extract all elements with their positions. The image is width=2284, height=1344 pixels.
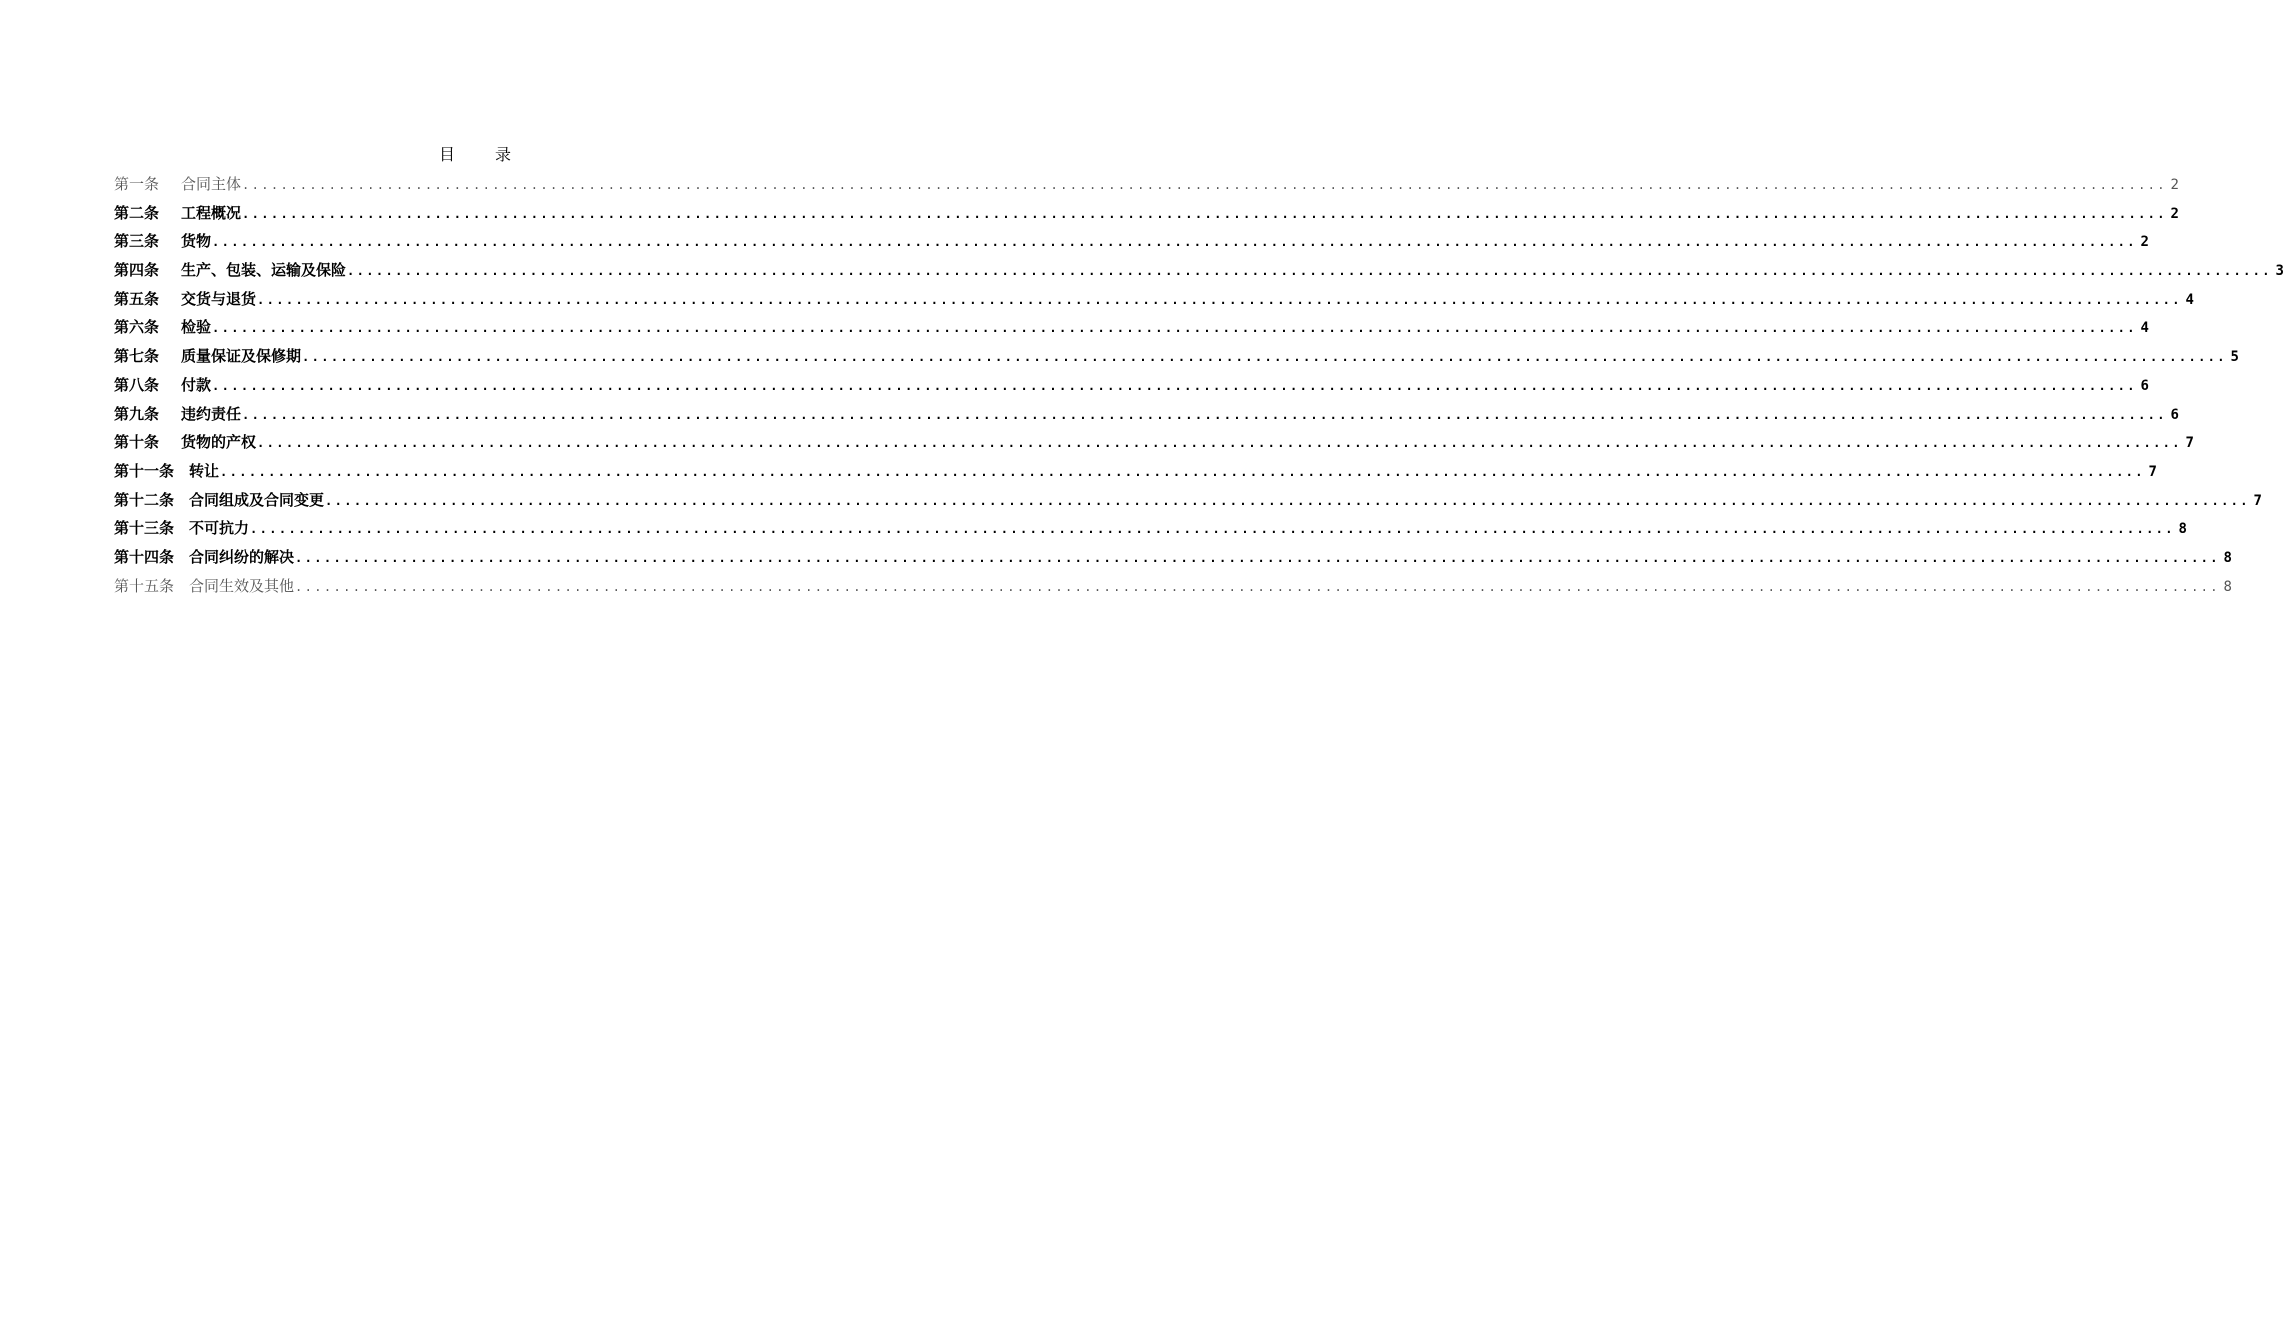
toc-leader-dots: ........................................................................................................................................................................................................ bbox=[242, 206, 2167, 221]
toc-entry-label: 合同生效及其他 bbox=[189, 576, 295, 595]
toc-entry-page: 8 bbox=[2178, 521, 2187, 538]
toc-entry[interactable] bbox=[114, 574, 2232, 603]
toc-title-right: 录 bbox=[495, 145, 512, 164]
toc-entry-number: 第七条 bbox=[114, 347, 160, 366]
toc-entry-label: 检验 bbox=[181, 318, 212, 337]
toc-entry-page: 2 bbox=[2170, 205, 2179, 222]
toc-entry-page: 7 bbox=[2253, 492, 2262, 509]
toc-entry-label: 生产、包装、运输及保险 bbox=[181, 261, 347, 280]
toc-entry-label: 转让 bbox=[189, 461, 220, 480]
toc-leader-dots: ........................................................................................................................................................................................................ bbox=[302, 350, 2227, 365]
toc-entry-page: 2 bbox=[2170, 177, 2179, 193]
toc-leader-dots: ........................................................................................................................................................................................................ bbox=[220, 464, 2145, 479]
toc-entry-label: 合同组成及合同变更 bbox=[189, 490, 325, 509]
toc-entry[interactable] bbox=[114, 459, 2157, 488]
toc-entry-page: 6 bbox=[2170, 406, 2179, 423]
toc-leader-dots: ........................................................................................................................................................................................................ bbox=[295, 579, 2220, 594]
toc-entry[interactable] bbox=[114, 172, 2179, 201]
toc-entry-label: 合同主体 bbox=[181, 175, 242, 193]
toc-entry[interactable] bbox=[114, 229, 2149, 258]
toc-entry-label: 工程概况 bbox=[181, 203, 242, 222]
toc-leader-dots: ........................................................................................................................................................................................................ bbox=[250, 522, 2175, 537]
toc-leader-dots: ........................................................................................................................................................................................................ bbox=[295, 550, 2220, 565]
toc-leader-dots: ........................................................................................................................................................................................................ bbox=[212, 235, 2137, 250]
toc-leader-dots: ........................................................................................................................................................................................................ bbox=[347, 264, 2272, 279]
toc-entry-label: 质量保证及保修期 bbox=[181, 347, 302, 366]
toc-leader-dots: ........................................................................................................................................................................................................ bbox=[242, 407, 2167, 422]
toc-entry-number: 第十五条 bbox=[114, 576, 175, 595]
toc-entry-number: 第十二条 bbox=[114, 490, 175, 509]
toc-entry-page: 5 bbox=[2230, 349, 2239, 366]
toc-entry[interactable] bbox=[114, 258, 2284, 287]
toc-entry-page: 7 bbox=[2148, 463, 2157, 480]
toc-entry-number: 第四条 bbox=[114, 261, 160, 280]
toc-entry-page: 4 bbox=[2140, 320, 2149, 337]
toc-entry-number: 第八条 bbox=[114, 375, 160, 394]
toc-leader-dots: ........................................................................................................................................................................................................ bbox=[257, 436, 2182, 451]
toc-entry-label: 货物 bbox=[181, 232, 212, 251]
toc-entry[interactable] bbox=[114, 373, 2149, 402]
toc-entry-number: 第十条 bbox=[114, 433, 160, 452]
toc-entry-page: 8 bbox=[2223, 549, 2232, 566]
toc-entry-label: 不可抗力 bbox=[189, 519, 250, 538]
toc-title-left: 目 bbox=[438, 145, 455, 164]
toc-entry-page: 7 bbox=[2185, 435, 2194, 452]
toc-leader-dots: ........................................................................................................................................................................................................ bbox=[325, 493, 2250, 508]
toc-entry-number: 第二条 bbox=[114, 203, 160, 222]
toc-entry-number: 第一条 bbox=[114, 175, 160, 193]
toc-entry-number: 第九条 bbox=[114, 404, 160, 423]
toc-entry[interactable] bbox=[114, 430, 2194, 459]
toc-entry[interactable] bbox=[114, 488, 2262, 517]
toc-title bbox=[0, 143, 950, 167]
toc-leader-dots: ........................................................................................................................................................................................................ bbox=[212, 321, 2137, 336]
toc-entry-label: 交货与退货 bbox=[181, 289, 257, 308]
toc-entry-number: 第十三条 bbox=[114, 519, 175, 538]
toc-entry-label: 违约责任 bbox=[181, 404, 242, 423]
toc-entry-number: 第六条 bbox=[114, 318, 160, 337]
toc-entry[interactable] bbox=[114, 402, 2179, 431]
toc-entry[interactable] bbox=[114, 201, 2179, 230]
toc-entry-number: 第十四条 bbox=[114, 547, 175, 566]
toc-entry-number: 第十一条 bbox=[114, 461, 175, 480]
toc-entry-label: 付款 bbox=[181, 375, 212, 394]
toc-leader-dots: ........................................................................................................................................................................................................ bbox=[212, 378, 2137, 393]
toc-leader-dots: ........................................................................................................................................................................................................ bbox=[257, 292, 2182, 307]
toc-entry[interactable] bbox=[114, 315, 2149, 344]
toc-entry-number: 第五条 bbox=[114, 289, 160, 308]
toc-entry-page: 4 bbox=[2185, 291, 2194, 308]
toc-entry-number: 第三条 bbox=[114, 232, 160, 251]
table-of-contents bbox=[114, 172, 2284, 602]
toc-entry[interactable] bbox=[114, 344, 2239, 373]
toc-entry[interactable] bbox=[114, 545, 2232, 574]
toc-entry[interactable] bbox=[114, 287, 2194, 316]
toc-entry-page: 2 bbox=[2140, 234, 2149, 251]
toc-leader-dots: ........................................................................................................................................................................................................ bbox=[242, 178, 2167, 192]
toc-entry[interactable] bbox=[114, 516, 2187, 545]
toc-entry-page: 6 bbox=[2140, 377, 2149, 394]
toc-entry-label: 合同纠纷的解决 bbox=[189, 547, 295, 566]
toc-entry-page: 8 bbox=[2223, 578, 2232, 595]
toc-entry-label: 货物的产权 bbox=[181, 433, 257, 452]
toc-entry-page: 3 bbox=[2275, 263, 2284, 280]
